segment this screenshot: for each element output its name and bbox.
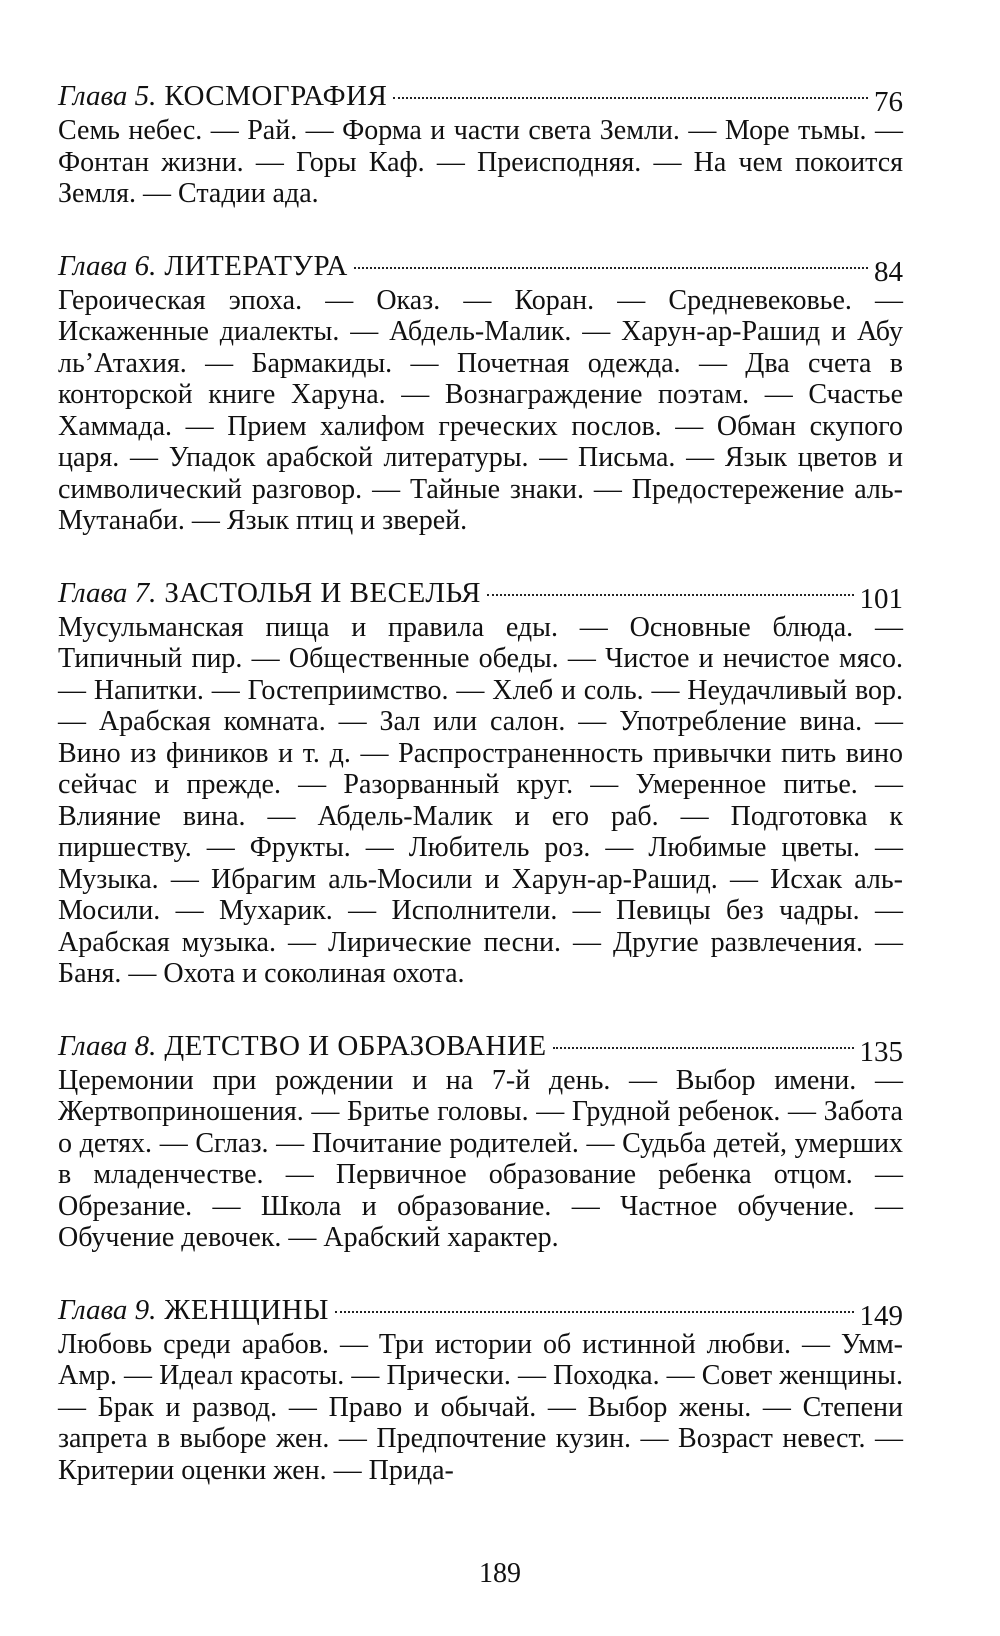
chapter-heading [58,576,903,615]
chapter-description: Церемонии при рождении и на 7-й день. — Выбор имени. — Жертвоприношения. — Бритье головы. — Грудной ребенок. — Забота о детях. — Сглаз. — Почитание родителей. — Судьба детей, умерших в младенчестве. — Первичное образование ребенка отцом. — Обрезание. — Школа и образование. — Частное обучение. — Обучение девочек. — Арабский характер. [58,1064,903,1253]
chapter-title: ДЕТСТВО И ОБРАЗОВАНИЕ [164,1029,547,1062]
chapter-page-number: 135 [859,1035,903,1068]
chapter-description: Любовь среди арабов. — Три истории об истинной любви. — Умм-Амр. — Идеал красоты. — Прически. — Походка. — Совет женщины. — Брак и развод. — Право и обычай. — Выбор жены. — Степени запрета в выборе жен. — Предпочтение кузин. — Возраст невест. — Критерии оценки жен. — Прида- [58,1328,903,1486]
dot-leader [335,1311,854,1313]
chapter-heading [58,1293,903,1332]
chapter-title: ЖЕНЩИНЫ [164,1293,329,1326]
chapter-page-number: 76 [874,86,903,118]
chapter-title: КОСМОГРАФИЯ [164,80,388,112]
dot-leader [354,267,868,269]
chapter-page-number: 101 [859,582,903,615]
chapter-label: Глава 7. [58,576,157,609]
dot-leader [393,97,868,99]
chapter-9 [58,1294,903,1487]
chapter-description: Мусульманская пища и правила еды. — Основные блюда. — Типичный пир. — Общественные обеды. — Чистое и нечистое мясо. — Напитки. — Гостеприимство. — Хлеб и соль. — Неудачливый вор. — Арабская комната. — Зал или салон. — Употребление вина. — Вино из фиников и т. д. — Распространенность привычки пить вино сейчас и прежде. — Разорванный круг. — Умеренное питье. — Влияние вина. — Абдель-Малик и его раб. — Подготовка к пиршеству. — Фрукты. — Любитель роз. — Любимые цветы. — Музыка. — Ибрагим аль-Мосили и Харун-ар-Рашид. — Исхак аль-Мосили. — Мухарик. — Исполнители. — Певицы без чадры. — Арабская музыка. — Лирические песни. — Другие развлечения. — Баня. — Охота и соколиная охота. [58,611,903,989]
chapter-heading [58,1029,903,1068]
page-number: 189 [479,1558,521,1589]
chapter-heading [58,80,903,118]
chapter-6 [58,250,903,537]
chapter-page-number: 84 [874,255,903,288]
chapter-heading [58,249,903,288]
chapter-label: Глава 5. [58,80,157,112]
chapter-title: ЛИТЕРАТУРА [164,249,348,282]
chapter-label: Глава 6. [58,249,157,282]
chapter-description: Семь небес. — Рай. — Форма и части света Земли. — Море тьмы. — Фонтан жизни. — Горы Каф. — Преисподняя. — На чем покоится Земля. — Стадии ада. [58,115,903,209]
table-of-contents [58,80,903,1526]
chapter-title: ЗАСТОЛЬЯ И ВЕСЕЛЬЯ [164,576,481,609]
dot-leader [487,594,854,596]
chapter-label: Глава 8. [58,1029,157,1062]
chapter-description: Героическая эпоха. — Оказ. — Коран. — Средневековье. — Искаженные диалекты. — Абдель-Малик. — Харун-ар-Рашид и Абу ль’Атахия. — Бармакиды. — Почетная одежда. — Два счета в конторской книге Харуна. — Вознаграждение поэтам. — Счастье Хаммада. — Прием халифом греческих послов. — Обман скупого царя. — Упадок арабской литературы. — Письма. — Язык цветов и символический разговор. — Тайные знаки. — Предостережение аль-Мутанаби. — Язык птиц и зверей. [58,284,903,536]
dot-leader [553,1047,854,1049]
chapter-8 [58,1030,903,1254]
chapter-7 [58,577,903,990]
chapter-page-number: 149 [859,1299,903,1332]
chapter-label: Глава 9. [58,1293,157,1326]
chapter-5 [58,80,903,210]
